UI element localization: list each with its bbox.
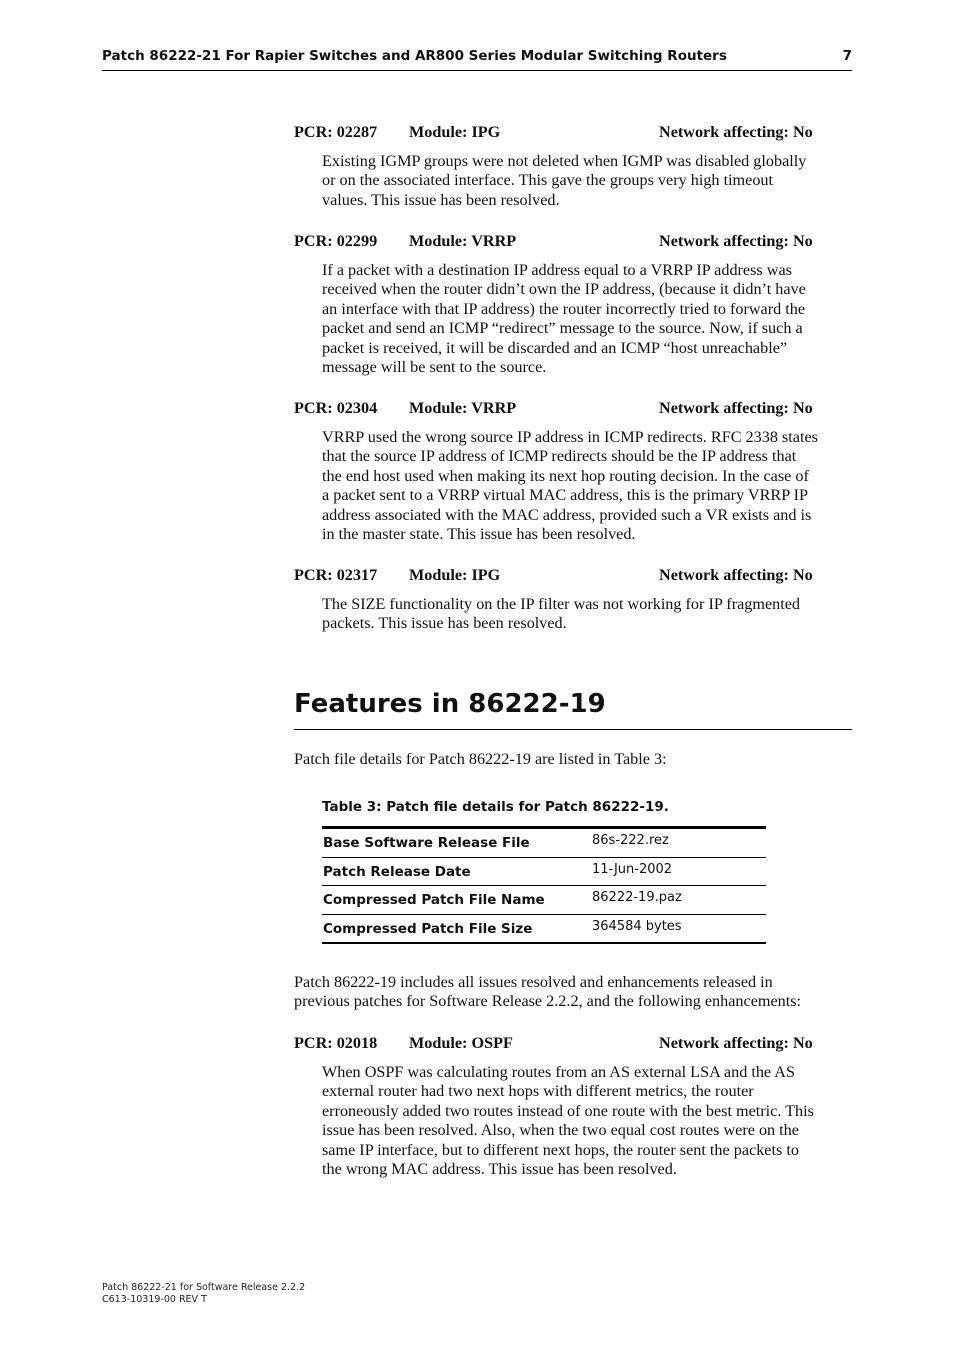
pcr-heading [294, 1034, 854, 1054]
table-value: 86222-19.paz [592, 890, 682, 905]
text-line: The SIZE functionality on the IP filter was not working for IP fragmented [322, 595, 801, 613]
running-header [102, 48, 852, 71]
text-line: the wrong MAC address. This issue has been resolved. [322, 1160, 677, 1179]
pcr-module: Module: VRRP [409, 232, 517, 250]
text-line: that the source IP address of ICMP redirects should be the IP address that [322, 447, 797, 466]
table-key: Patch Release Date [323, 863, 471, 880]
pcr-network-affecting: Network affecting: No [659, 399, 813, 417]
pcr-description [322, 428, 854, 544]
table-row [322, 886, 766, 915]
text-line: address associated with the MAC address, provided such a VR exists and is [322, 505, 812, 524]
pcr-id: PCR: 02299 [294, 232, 378, 250]
table-row [322, 858, 766, 887]
pcr-heading [294, 566, 854, 586]
text-line: issue has been resolved. Also, when the two equal cost routes were on the [322, 1121, 799, 1140]
pcr-heading [294, 399, 854, 419]
table-value: 364584 bytes [592, 918, 682, 934]
pcr-network-affecting: Network affecting: No [659, 232, 813, 250]
section-intro: Patch file details for Patch 86222-19 are listed in Table 3: [294, 750, 667, 768]
table-key: Base Software Release File [323, 835, 530, 851]
text-line: same IP interface, but to different next hops, the router sent the packets to [322, 1140, 799, 1159]
text-line: When OSPF was calculating routes from an AS external LSA and the AS [322, 1063, 795, 1081]
patch-details-table [322, 826, 766, 944]
pcr-id: PCR: 02018 [294, 1034, 378, 1052]
text-line: in the master state. This issue has been resolved. [322, 525, 636, 544]
table-key: Compressed Patch File Size [323, 920, 533, 937]
pcr-module: Module: VRRP [409, 399, 517, 417]
text-line: Patch 86222-19 includes all issues resolved and enhancements released in [294, 973, 773, 991]
text-line: If a packet with a destination IP address equal to a VRRP IP address was [322, 261, 792, 279]
text-line: external router had two next hops with different metrics, the router [322, 1082, 754, 1101]
pcr-heading [294, 123, 854, 143]
text-line: VRRP used the wrong source IP address in ICMP redirects. RFC 2338 states [322, 428, 818, 446]
pcr-description [322, 1063, 854, 1179]
pcr-network-affecting: Network affecting: No [659, 566, 813, 584]
pcr-network-affecting: Network affecting: No [659, 123, 813, 141]
text-line: previous patches for Software Release 2.2.2, and the following enhancements: [294, 992, 802, 1011]
text-line: packet is received, it will be discarded and an ICMP “host unreachable” [322, 338, 788, 357]
section-heading: Features in 86222-19 [294, 689, 852, 730]
table-row [322, 915, 766, 943]
table-key: Compressed Patch File Name [323, 892, 545, 908]
pcr-module: Module: IPG [409, 566, 501, 584]
table-row [322, 829, 766, 858]
table-caption: Table 3: Patch file details for Patch 86222-19. [322, 799, 669, 815]
text-line: the end host used when making its next hop routing decision. In the case of [322, 466, 809, 485]
header-title: Patch 86222-21 For Rapier Switches and AR800 Series Modular Switching Routers [102, 48, 727, 64]
pcr-description [322, 152, 854, 210]
pcr-module: Module: IPG [409, 123, 501, 141]
text-line: or on the associated interface. This gave the groups very high timeout [322, 171, 774, 190]
page-footer [102, 1282, 305, 1305]
text-line: values. This issue has been resolved. [322, 190, 560, 209]
footer-line: C613-10319-00 REV T [102, 1293, 207, 1305]
text-line: an interface with that IP address) the router incorrectly tried to forward the [322, 299, 806, 318]
pcr-id: PCR: 02317 [294, 566, 378, 584]
pcr-heading [294, 232, 854, 252]
text-line: Existing IGMP groups were not deleted when IGMP was disabled globally [322, 152, 807, 170]
text-line: erroneously added two routes instead of one route with the best metric. This [322, 1101, 814, 1120]
page-number: 7 [842, 48, 852, 64]
text-line: message will be sent to the source. [322, 358, 547, 377]
text-line: a packet sent to a VRRP virtual MAC address, this is the primary VRRP IP [322, 486, 809, 505]
pcr-module: Module: OSPF [409, 1034, 513, 1052]
pcr-id: PCR: 02304 [294, 399, 378, 417]
pcr-network-affecting: Network affecting: No [659, 1034, 813, 1052]
footer-line: Patch 86222-21 for Software Release 2.2.2 [102, 1282, 306, 1293]
pcr-description [322, 595, 854, 634]
pcr-id: PCR: 02287 [294, 123, 378, 141]
text-line: packets. This issue has been resolved. [322, 614, 567, 633]
table-value: 11-Jun-2002 [592, 861, 673, 877]
text-line: received when the router didn’t own the IP address, (because it didn’t have [322, 280, 806, 299]
text-line: packet and send an ICMP “redirect” message to the source. Now, if such a [322, 319, 803, 338]
table-value: 86s-222.rez [592, 833, 669, 848]
after-table-paragraph [294, 973, 854, 1012]
pcr-description [322, 261, 854, 377]
